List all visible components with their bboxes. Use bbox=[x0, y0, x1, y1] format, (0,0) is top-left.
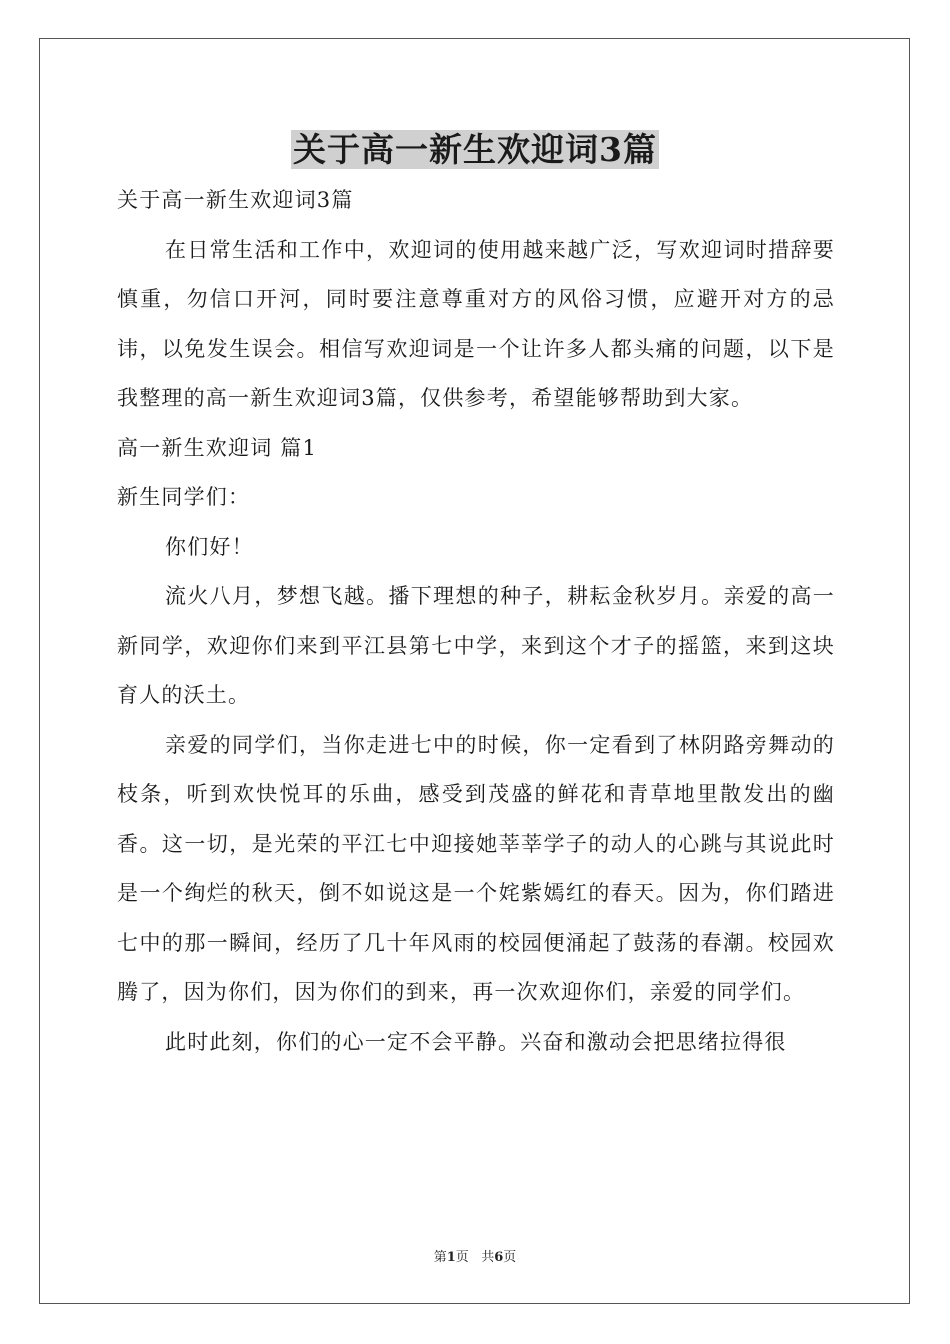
document-body bbox=[117, 176, 835, 1067]
paragraph: 关于高一新生欢迎词3篇 bbox=[117, 188, 354, 212]
document-title-text: 关于高一新生欢迎词3篇 bbox=[293, 130, 657, 169]
total-pages: 6 bbox=[494, 1250, 504, 1265]
paragraph: 亲爱的同学们，当你走进七中的时候，你一定看到了林阴路旁舞动的枝条，听到欢快悦耳的乐曲，感受到茂盛的鲜花和青草地里散发出的幽香。这一切，是光荣的平江七中迎接她莘莘学子的动人的心跳与其说此时是一个绚烂的秋天，倒不如说这是一个姹紫嫣红的春天。因为，你们踏进七中的那一瞬间，经历了几十年风雨的校园便涌起了鼓荡的春潮。校园欢腾了，因为你们，因为你们的到来，再一次欢迎你们，亲爱的同学们。 bbox=[117, 732, 835, 1004]
paragraph: 流火八月，梦想飞越。播下理想的种子，耕耘金秋岁月。亲爱的高一新同学，欢迎你们来到平江县第七中学，来到这个才子的摇篮，来到这块育人的沃土。 bbox=[117, 584, 835, 707]
paragraph: 在日常生活和工作中，欢迎词的使用越来越广泛，写欢迎词时措辞要慎重，勿信口开河，同时要注意尊重对方的风俗习惯，应避开对方的忌讳，以免发生误会。相信写欢迎词是一个让许多人都头痛的问题，以下是我整理的高一新生欢迎词3篇，仅供参考，希望能够帮助到大家。 bbox=[117, 237, 835, 410]
page-suffix: 页 bbox=[455, 1250, 469, 1265]
page-prefix: 第 bbox=[433, 1250, 447, 1265]
document-title bbox=[0, 126, 950, 174]
page-footer bbox=[0, 1246, 950, 1265]
paragraph: 你们好！ bbox=[165, 534, 254, 559]
section-heading: 高一新生欢迎词 篇1 bbox=[117, 435, 318, 460]
page-number: 1 bbox=[446, 1250, 456, 1265]
total-prefix: 共 bbox=[481, 1250, 495, 1265]
paragraph: 新生同学们： bbox=[117, 485, 251, 509]
paragraph: 此时此刻，你们的心一定不会平静。兴奋和激动会把思绪拉得很 bbox=[165, 1029, 787, 1054]
total-suffix: 页 bbox=[503, 1250, 517, 1265]
